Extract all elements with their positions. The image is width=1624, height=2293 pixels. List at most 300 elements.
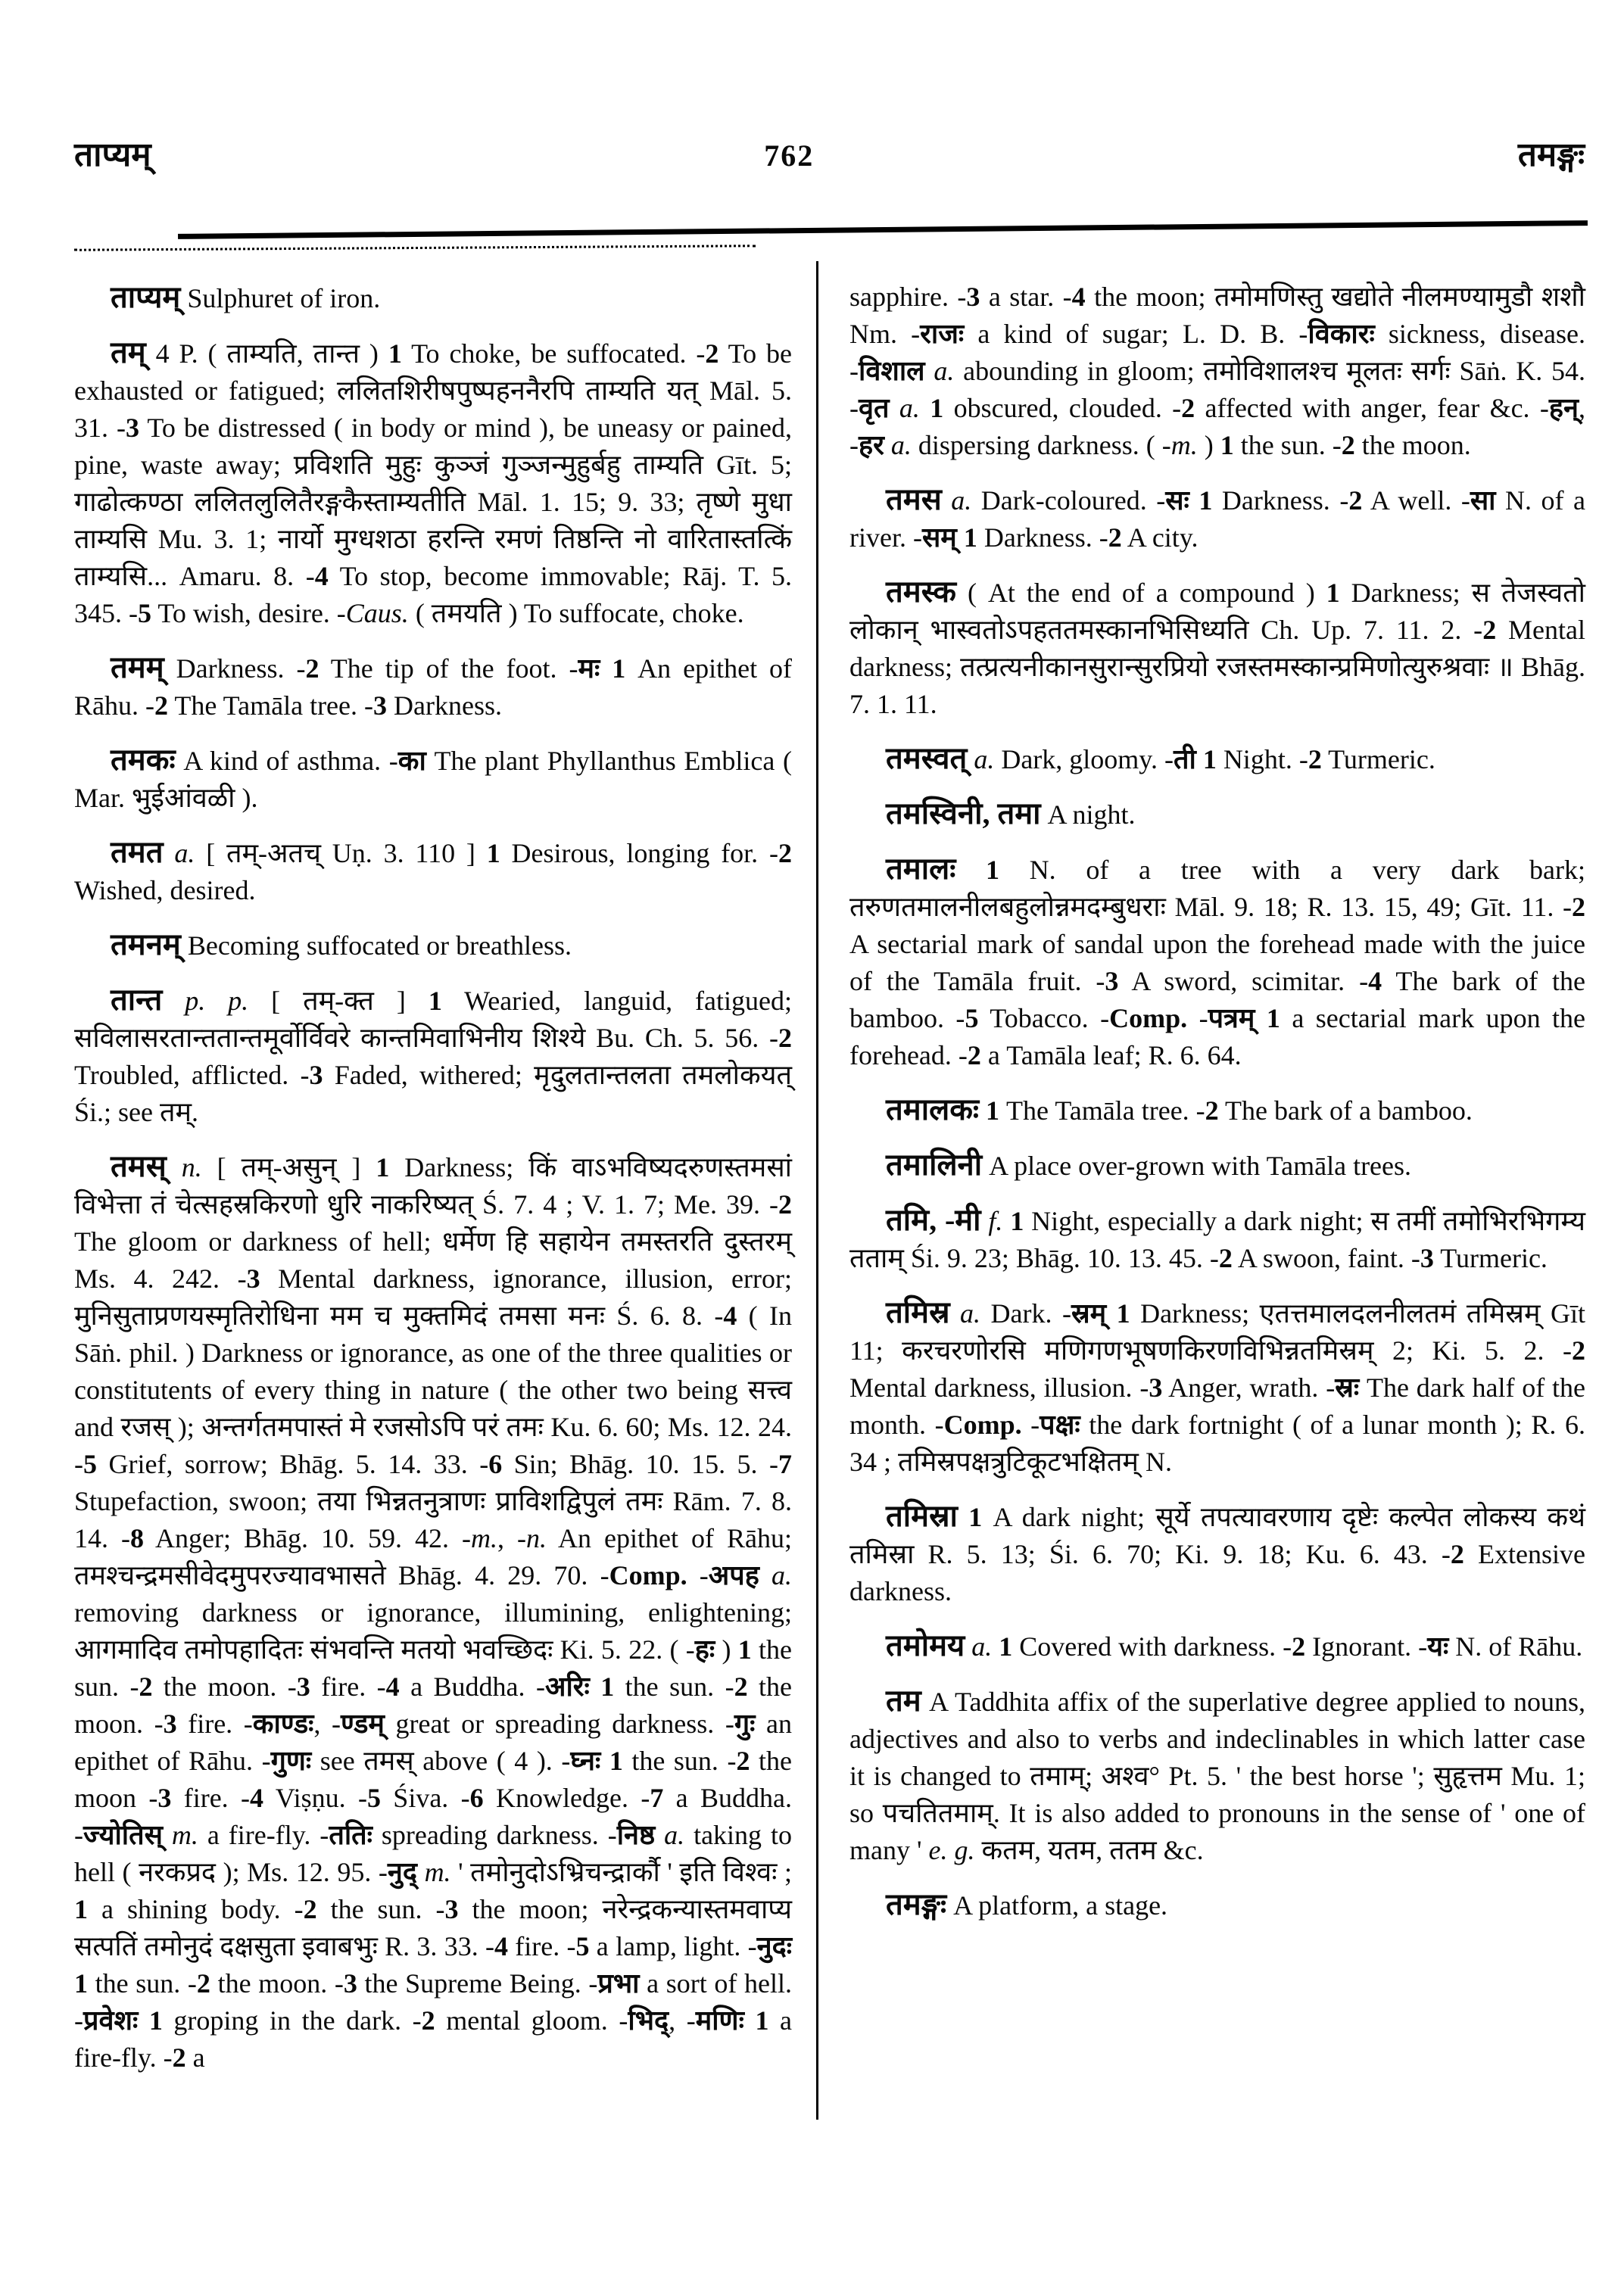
entry-bold-segment: 1	[963, 522, 977, 553]
entry-text-segment: A dark night; सूर्ये तपत्यावरणाय दृष्टेः कल्पेत लोकस्य कथं तमिस्रा R. 5. 13; Śi. 6. 70; Ki. 9. 18; Ku. 6. 43. -	[849, 1502, 1585, 1569]
entry-text-segment: a Tamāla leaf; R. 6. 64.	[980, 1040, 1242, 1070]
entry-bold-segment: 1	[930, 393, 944, 423]
entry-text-segment: , -	[313, 1709, 341, 1739]
entry-bold-segment: अरिः	[544, 1671, 590, 1702]
entry-italic-segment: m.	[1170, 430, 1198, 460]
entry-bold-segment: 5	[83, 1449, 97, 1479]
entry-text-segment: To choke, be suffocated. -	[401, 338, 706, 369]
entry-text-segment: )	[715, 1634, 738, 1665]
entry-headword: तमालः	[886, 852, 956, 886]
entry-text-segment	[965, 1631, 971, 1662]
entry-bold-segment: 3	[1420, 1243, 1434, 1273]
header-left-catchword: ताप्यम्	[74, 136, 151, 173]
dictionary-entry	[849, 1146, 1585, 1185]
entry-text-segment: A sectarial mark of sandal upon the forehead made with the juice of the Tamāla fruit. -	[849, 929, 1585, 996]
entry-headword: तमत	[111, 835, 164, 869]
entry-text-segment	[1002, 1206, 1010, 1236]
entry-text-segment: a lamp, light. -	[589, 1931, 757, 1961]
entry-text-segment: -	[1021, 1410, 1040, 1440]
entry-text-segment	[590, 1671, 600, 1702]
entry-bold-segment: 3	[1149, 1372, 1163, 1403]
entry-text-segment: the sun. -	[622, 1746, 737, 1776]
dictionary-entry	[849, 481, 1585, 556]
entry-text-segment: Wearied, languid, fatigued; सविलासरतान्ततान्तमूर्वोर्विवरे कान्तमिवाभिनीय शिश्ये Bu. Ch. 5. 56. -	[74, 986, 792, 1053]
entry-text-segment: a Buddha. -	[74, 1783, 793, 1850]
entry-headword: तम	[886, 1684, 921, 1718]
entry-italic-segment: e. g.	[928, 1835, 975, 1865]
entry-text-segment: Extensive darkness.	[849, 1539, 1585, 1606]
entry-text-segment: Knowledge. -	[483, 1783, 650, 1813]
entry-bold-segment: 1	[612, 653, 626, 684]
entry-text-segment	[600, 653, 612, 684]
entry-bold-segment: 3	[373, 690, 388, 721]
entry-text-segment: Viṣṇu. -	[263, 1783, 367, 1813]
entry-text-segment: A city.	[1121, 522, 1199, 553]
entry-bold-segment: 1	[388, 338, 402, 369]
entry-text-segment: the sun. -	[88, 1968, 197, 1999]
entry-bold-segment: 2	[1572, 892, 1585, 922]
entry-bold-segment: विकारः	[1308, 319, 1375, 349]
entry-italic-segment: n.	[526, 1523, 547, 1553]
entry-bold-segment: 1	[755, 2005, 769, 2036]
dictionary-entry	[849, 1886, 1585, 1924]
entry-text-segment	[1189, 485, 1199, 516]
entry-text-segment: Tobacco. -	[978, 1003, 1110, 1033]
dictionary-entry	[849, 1201, 1585, 1277]
entry-text-segment: the dark fortnight ( of a lunar month ); R. 6. 34 ; तमिस्रपक्षत्रुटिकूटभक्षितम् N.	[849, 1410, 1585, 1477]
column-divider	[816, 261, 818, 2120]
entry-headword: ताप्यम्	[111, 280, 181, 314]
dictionary-entry	[849, 740, 1585, 778]
entry-bold-segment: 2	[154, 690, 168, 721]
entry-text-segment	[992, 1631, 999, 1662]
entry-text-segment: The bark of a bamboo.	[1218, 1095, 1473, 1126]
entry-text-segment: taking to hell ( नरकप्रद ); Ms. 12. 95. -	[74, 1820, 792, 1887]
entry-text-segment: N. of a tree with a very dark bark; तरुणतमालनीलबहुलोन्नमदम्बुधराः Māl. 9. 18; R. 13. 15, 49; Gīt. 11. -	[849, 855, 1586, 922]
entry-text-segment: the sun. -	[614, 1671, 734, 1702]
entry-bold-segment: 2	[1572, 1335, 1585, 1366]
entry-text-segment: ( In Sāṅ. phil. ) Darkness or ignorance, as one of the three qualities or constitutents of every thing in nature ( the other two being सत्त्व and रजस् ); अन्तर्गतमपास्तं मे रजसोऽपि परं तमः Ku. 6. 60; Ms. 12. 24. -	[74, 1301, 792, 1479]
dictionary-entry	[74, 1148, 792, 2076]
entry-bold-segment: मणिः	[695, 2005, 744, 2036]
entry-bold-segment: 2	[1482, 615, 1497, 645]
entry-text-segment: 4 P. ( ताम्यति, तान्त )	[145, 338, 388, 369]
entry-bold-segment: 1	[600, 1671, 615, 1702]
entry-text-segment: the moon. -	[152, 1671, 297, 1702]
entry-text-segment	[167, 1152, 182, 1182]
entry-text-segment: A kind of asthma. -	[175, 746, 398, 776]
entry-text-segment: To stop, become immovable; Rāj. T. 5. 345. -	[74, 561, 793, 628]
entry-text-segment	[925, 356, 934, 386]
entry-bold-segment: 3	[296, 1671, 310, 1702]
entry-bold-segment: 1	[1202, 744, 1217, 774]
entry-bold-segment: 4	[494, 1931, 508, 1961]
entry-bold-segment: प्रवेशः	[83, 2005, 139, 2036]
entry-text-segment: Turmeric.	[1433, 1243, 1548, 1273]
entry-text-segment: a sort of hell. -	[74, 1968, 792, 2036]
entry-text-segment: Desirous, longing for. -	[500, 838, 778, 868]
entry-bold-segment: 1	[609, 1746, 623, 1776]
entry-text-segment: Anger, wrath. -	[1162, 1372, 1336, 1403]
entry-bold-segment: 4	[314, 561, 329, 591]
entry-italic-segment: a.	[664, 1820, 685, 1850]
entry-bold-segment: 3	[157, 1783, 172, 1813]
entry-headword: तमस्विनी, तमा	[886, 796, 1041, 830]
entry-italic-segment: a.	[960, 1298, 981, 1329]
entry-text-segment: The Tamāla tree. -	[167, 690, 374, 721]
entry-text-segment: A sword, scimitar. -	[1118, 966, 1369, 996]
entry-bold-segment: प्रभा	[597, 1968, 640, 1999]
entry-text-segment: -	[687, 1560, 709, 1590]
entry-text-segment: Faded, withered; मृदुलतान्तलता तमलोकयत् Śi.; see तम्.	[74, 1060, 793, 1127]
entry-bold-segment: 1	[1010, 1206, 1024, 1236]
entry-text-segment: Darkness. -	[164, 653, 306, 684]
entry-text-segment	[920, 393, 930, 423]
entry-text-segment: Wished, desired.	[74, 875, 256, 905]
entry-bold-segment: 1	[1116, 1298, 1130, 1329]
entry-bold-segment: 2	[736, 1746, 750, 1776]
entry-text-segment: [ तम्-क्त ]	[248, 986, 429, 1016]
entry-bold-segment: 1	[1266, 1003, 1280, 1033]
dictionary-entry	[849, 1294, 1585, 1481]
entry-bold-segment: यः	[1427, 1631, 1449, 1662]
entry-bold-segment: 1	[376, 1152, 390, 1182]
entry-text-segment: A well. -	[1362, 485, 1470, 516]
entry-text-segment: A night.	[1040, 799, 1136, 830]
entry-text-segment: fire. -	[508, 1931, 576, 1961]
entry-text-segment: a star. -	[980, 282, 1072, 312]
entry-text-segment	[884, 430, 891, 460]
entry-bold-segment: 2	[967, 1040, 981, 1070]
entry-headword: तमिस्रा	[886, 1499, 958, 1533]
entry-text-segment: Mental darkness, illusion. -	[849, 1372, 1149, 1403]
entry-bold-segment: 6	[469, 1783, 484, 1813]
entry-text-segment: , -	[669, 2005, 696, 2036]
entry-text-segment: dispersing darkness. ( -	[911, 430, 1171, 460]
entry-italic-segment: m.	[471, 1523, 497, 1553]
entry-text-segment	[981, 1206, 989, 1236]
entry-text-segment	[890, 393, 899, 423]
entry-text-segment: Darkness; एतत्तमालदलनीलतमं तमिस्रम् Gīt 11; करचरणोरसि मणिगणभूषणकिरणविभिन्नतमिस्रम् 2; Ki. 5. 2. -	[849, 1298, 1585, 1366]
header-right-catchword: तमङ्गः	[1517, 136, 1585, 173]
entry-headword: तमस्क	[886, 575, 956, 609]
entry-text-segment	[744, 2005, 756, 2036]
entry-text-segment: fire. -	[310, 1671, 386, 1702]
entry-text-segment: A swoon, faint. -	[1232, 1243, 1420, 1273]
entry-text-segment: The Tamāla tree. -	[999, 1095, 1205, 1126]
dictionary-entry	[74, 833, 792, 909]
entry-text-segment: an epithet of Rāhu. -	[74, 1709, 792, 1776]
entry-text-segment: To be distressed ( in body or mind ), be uneasy or pained, pine, waste away; प्रविशति मुहुः कुञ्जं गुञ्जन्मुहुर्बहु ताम्यति Gīt. 5; गाढोत्कण्ठा ललितलुलितैरङ्गकैस्ताम्यतीति Māl. 1. 15; 9. 33; तृष्णे मुधा ताम्यसि Mu. 3. 1; नार्यो मुग्धशठा हरन्ति रमणं तिष्ठन्ति नो वारितास्तत्किं ताम्यसि... Amaru. 8. -	[74, 413, 792, 591]
entry-text-segment: ( At the end of a compound )	[956, 578, 1326, 608]
entry-text-segment	[1196, 744, 1203, 774]
entry-bold-segment: 3	[1105, 966, 1119, 996]
entry-text-segment: abounding in gloom; तमोविशालश्च मूलतः सर्गः Sāṅ. K. 54. -	[849, 356, 1585, 423]
page-number: 762	[764, 139, 815, 173]
entry-text-segment: Grief, sorrow; Bhāg. 5. 14. 33. -	[97, 1449, 489, 1479]
entry-bold-segment: 1	[1199, 485, 1213, 516]
entry-text-segment: the sun. -	[316, 1894, 445, 1924]
entry-text-segment: Turmeric.	[1321, 744, 1435, 774]
entry-bold-segment: 2	[172, 2042, 186, 2073]
entry-headword: तमस्	[111, 1149, 167, 1183]
entry-text-segment: Śiva. -	[380, 1783, 470, 1813]
entry-text-segment: Sulphuret of iron.	[180, 283, 381, 313]
entry-bold-segment: निष्ठ	[616, 1820, 656, 1850]
entry-bold-segment: हः	[694, 1634, 715, 1665]
entry-text-segment: mental gloom. -	[435, 2005, 628, 2036]
entry-text-segment	[138, 2005, 149, 2036]
entry-italic-segment: Caus.	[345, 598, 409, 628]
entry-bold-segment: 2	[1450, 1539, 1464, 1569]
entry-text-segment: [ तम्-अतच् Uṇ. 3. 110 ]	[195, 838, 487, 868]
entry-italic-segment: a.	[971, 1631, 993, 1662]
entry-italic-segment: a.	[934, 356, 955, 386]
entry-text-segment: -	[1187, 1003, 1208, 1033]
entry-text-segment: )	[1197, 430, 1220, 460]
header-rule-dotted	[74, 245, 756, 251]
entry-bold-segment: अपह	[708, 1560, 759, 1590]
dictionary-entry	[849, 279, 1585, 464]
entry-bold-segment: 4	[1071, 282, 1086, 312]
entry-text-segment: Dark. -	[980, 1298, 1071, 1329]
entry-text-segment: Darkness; स तेजस्वतो लोकान् भास्वतोऽपहततमस्कानभिसिध्यति Ch. Up. 7. 11. 2. -	[849, 578, 1585, 645]
entry-text-segment: An epithet of Rāhu. -	[74, 653, 793, 721]
entry-bold-segment: 1	[986, 1095, 999, 1126]
header-rule	[178, 220, 1588, 239]
entry-text-segment: , -	[497, 1523, 526, 1553]
entry-italic-segment: a.	[890, 430, 912, 460]
entry-text-segment: Mental darkness, ignorance, illusion, error; मुनिसुताप्रणयस्मृतिरोधिना मम च मुक्तमिदं तमसा मनः Ś. 6. 8. -	[74, 1263, 792, 1331]
entry-bold-segment: हन्	[1548, 393, 1579, 423]
entry-bold-segment: 2	[1348, 485, 1363, 516]
entry-bold-segment: वृत	[859, 393, 890, 423]
column-left	[74, 279, 792, 2093]
entry-text-segment: N. of a river. -	[849, 485, 1586, 553]
entry-text-segment: Dark-coloured. -	[971, 485, 1166, 516]
entry-text-segment: An epithet of Rāhu; तमश्चन्द्रमसीवेदमुपरज्यावभासते Bhāg. 4. 29. 70. -	[74, 1523, 792, 1590]
entry-italic-segment: m.	[171, 1820, 198, 1850]
entry-bold-segment: सः	[1165, 485, 1189, 516]
entry-bold-segment: 1	[999, 1631, 1013, 1662]
entry-italic-segment: p. p.	[185, 986, 249, 1016]
entry-bold-segment: 2	[778, 1023, 792, 1053]
entry-bold-segment: सा	[1470, 485, 1496, 516]
entry-bold-segment: 1	[968, 1502, 983, 1532]
entry-headword: तमालकः	[886, 1092, 979, 1126]
entry-text-segment	[1106, 1298, 1116, 1329]
entry-text-segment: a fire-fly. -	[74, 2005, 792, 2073]
entry-bold-segment: 2	[734, 1671, 748, 1702]
entry-bold-segment: 2	[1218, 1243, 1233, 1273]
entry-italic-segment: a.	[951, 485, 972, 516]
entry-headword: तम्	[111, 335, 146, 369]
entry-bold-segment: गुणः	[270, 1746, 312, 1776]
entry-text-segment: a kind of sugar; L. D. B. -	[964, 319, 1308, 349]
entry-bold-segment: 5	[366, 1783, 381, 1813]
entry-bold-segment: घ्नः	[570, 1746, 601, 1776]
entry-bold-segment: ततिः	[329, 1820, 372, 1850]
entry-text-segment: the moon.	[1354, 430, 1471, 460]
entry-text-segment	[942, 485, 952, 516]
entry-text-segment: To wish, desire. -	[151, 598, 346, 628]
entry-text-segment: the sun. -	[74, 1634, 792, 1702]
entry-bold-segment: 1	[985, 855, 999, 885]
entry-bold-segment: 7	[778, 1449, 792, 1479]
entry-text-segment: A place over-grown with Tamāla trees.	[982, 1151, 1412, 1181]
entry-italic-segment: a.	[899, 393, 920, 423]
dictionary-entry	[74, 334, 792, 632]
entry-bold-segment: 5	[575, 1931, 590, 1961]
entry-text-segment: Becoming suffocated or breathless.	[180, 930, 572, 961]
dictionary-entry	[849, 1091, 1585, 1129]
entry-bold-segment: भिद्	[628, 2005, 669, 2036]
entry-text-segment: great or spreading darkness. -	[384, 1709, 734, 1739]
entry-text-segment: the sun. -	[1233, 430, 1342, 460]
entry-text-segment	[958, 1502, 968, 1532]
entry-bold-segment: विशाल	[859, 356, 925, 386]
entry-bold-segment: 2	[1292, 1631, 1306, 1662]
column-right	[849, 279, 1585, 1941]
entry-bold-segment: 1	[148, 2005, 163, 2036]
entry-bold-segment: 1	[1326, 578, 1340, 608]
entry-bold-segment: राजः	[920, 319, 965, 349]
entry-headword: तमम्	[111, 650, 164, 684]
entry-bold-segment: 2	[421, 2005, 435, 2036]
entry-text-segment: Anger; Bhāg. 10. 59. 42. -	[144, 1523, 471, 1553]
entry-bold-segment: स्रम्	[1071, 1298, 1107, 1329]
entry-text-segment	[979, 1095, 986, 1126]
entry-text-segment	[950, 1298, 960, 1329]
entry-bold-segment: 2	[196, 1968, 210, 1999]
entry-bold-segment: 3	[163, 1709, 177, 1739]
entry-headword: तमालिनी	[886, 1148, 983, 1182]
entry-bold-segment: ती	[1173, 744, 1196, 774]
entry-text-segment: A platform, a stage.	[946, 1890, 1168, 1921]
entry-text-segment: Night. -	[1216, 744, 1308, 774]
entry-bold-segment: ण्डम्	[341, 1709, 385, 1739]
entry-bold-segment: 2	[303, 1894, 317, 1924]
entry-text-segment: a fire-fly. -	[198, 1820, 329, 1850]
entry-text-segment: a	[185, 2042, 205, 2073]
entry-bold-segment: 1	[1220, 430, 1234, 460]
entry-text-segment	[957, 522, 964, 553]
entry-bold-segment: हर	[859, 430, 884, 460]
entry-text-segment	[417, 1857, 425, 1887]
dictionary-entry	[849, 795, 1585, 833]
entry-bold-segment: 3	[966, 282, 980, 312]
entry-italic-segment: f.	[988, 1206, 1003, 1236]
entry-headword: तमि, -मी	[886, 1203, 981, 1237]
entry-text-segment: affected with anger, fear &c. -	[1195, 393, 1549, 423]
entry-text-segment: the moon -	[74, 1746, 793, 1813]
entry-text-segment: The tip of the foot. -	[319, 653, 578, 684]
entry-italic-segment: a.	[974, 744, 995, 774]
entry-text-segment: fire. -	[171, 1783, 251, 1813]
entry-text-segment	[1255, 1003, 1266, 1033]
entry-italic-segment: m.	[424, 1857, 451, 1887]
entry-text-segment: The bark of the bamboo. -	[849, 966, 1585, 1033]
entry-text-segment: groping in the dark. -	[162, 2005, 422, 2036]
entry-text-segment: Darkness; किं वाऽभविष्यदरुणस्तमसां विभेत्ता तं चेत्सहस्रकिरणो धुरि नाकरिष्यत् Ś. 7. 4 ; V. 1. 7; Me. 39. -	[74, 1152, 792, 1220]
entry-headword: तमिस्र	[886, 1295, 950, 1329]
entry-text-segment: Covered with darkness. -	[1012, 1631, 1292, 1662]
entry-text-segment: The gloom or darkness of hell; धर्मेण हि सहायेन तमस्तरति दुस्तरम् Ms. 4. 242. -	[74, 1226, 792, 1294]
entry-headword: तान्त	[111, 983, 163, 1017]
entry-text-segment: [ तम्-असुन् ]	[201, 1152, 376, 1182]
entry-text-segment: a shining body. -	[88, 1894, 304, 1924]
entry-bold-segment: 2	[305, 653, 320, 684]
entry-bold-segment: नुदः	[756, 1931, 792, 1961]
entry-text-segment: obscured, clouded. -	[943, 393, 1182, 423]
entry-text-segment	[163, 1820, 172, 1850]
dictionary-entry	[74, 279, 792, 317]
entry-bold-segment: का	[397, 746, 426, 776]
entry-bold-segment: 2	[778, 838, 792, 868]
entry-bold-segment: पत्रम्	[1208, 1003, 1255, 1033]
entry-text-segment: Darkness.	[387, 690, 502, 721]
entry-text-segment: sapphire. -	[849, 282, 967, 312]
entry-bold-segment: 4	[1368, 966, 1382, 996]
entry-text-segment: ' तमोनुदोऽभ्रिचन्द्रार्कौ ' इति विश्वः ;	[450, 1857, 793, 1887]
page-header	[74, 130, 1585, 176]
entry-bold-segment: 3	[126, 413, 140, 443]
entry-bold-segment: 1	[486, 838, 500, 868]
entry-bold-segment: 8	[130, 1523, 144, 1553]
entry-text-segment: , -	[849, 393, 1585, 460]
entry-bold-segment: 1	[428, 986, 442, 1016]
entry-text-segment: To be exhausted or fatigued; ललितशिरीषपुष्पहननैरपि ताम्यति यत् Māl. 5. 31. -	[74, 338, 792, 443]
entry-text-segment	[600, 1746, 609, 1776]
entry-headword: तमोमय	[886, 1628, 965, 1662]
entry-bold-segment: मः	[578, 653, 600, 684]
entry-text-segment: the Supreme Being. -	[357, 1968, 598, 1999]
entry-bold-segment: 6	[488, 1449, 503, 1479]
entry-text-segment	[967, 744, 974, 774]
entry-text-segment: ( तमयति ) To suffocate, choke.	[408, 598, 744, 628]
entry-bold-segment: Comp.	[609, 1560, 687, 1590]
entry-bold-segment: 2	[1205, 1095, 1219, 1126]
entry-bold-segment: नुद्	[387, 1857, 417, 1887]
entry-text-segment: N. of Rāhu.	[1448, 1631, 1583, 1662]
entry-text-segment: The dark half of the month. -	[849, 1372, 1586, 1440]
entry-text-segment: the moon; नरेन्द्रकन्यास्तमवाप्य सत्पतिं तमोनुदं दक्षसुता इवाबभुः R. 3. 33. -	[74, 1894, 792, 1961]
entry-text-segment	[955, 855, 986, 885]
entry-bold-segment: 3	[246, 1263, 260, 1294]
entry-text-segment: Darkness. -	[1212, 485, 1349, 516]
entry-text-segment: removing darkness or ignorance, illumining, enlightening; आगमादिव तमोपहादितः संभवन्ति मतयो भवच्छिदः Ki. 5. 22. ( -	[74, 1597, 792, 1665]
entry-text-segment	[162, 986, 185, 1016]
entry-text-segment	[655, 1820, 664, 1850]
entry-bold-segment: 4	[723, 1301, 737, 1331]
entry-headword: तमस्वत्	[886, 741, 968, 775]
entry-headword: तमकः	[111, 743, 176, 777]
entry-text-segment: Troubled, afflicted. -	[74, 1060, 310, 1090]
entry-text-segment: Sin; Bhāg. 10. 15. 5. -	[502, 1449, 778, 1479]
entry-italic-segment: n.	[181, 1152, 202, 1182]
entry-text-segment: spreading darkness. -	[372, 1820, 617, 1850]
entry-bold-segment: 2	[1341, 430, 1355, 460]
entry-bold-segment: गुः	[734, 1709, 756, 1739]
entry-bold-segment: पक्षः	[1040, 1410, 1080, 1440]
entry-bold-segment: 3	[444, 1894, 459, 1924]
dictionary-entry	[74, 741, 792, 817]
entry-text-segment: Darkness. -	[977, 522, 1108, 553]
entry-bold-segment: 2	[1181, 393, 1195, 423]
dictionary-entry	[849, 573, 1585, 723]
entry-text-segment: Stupefaction, swoon; तया भिन्नतनुत्राणः प्राविशद्विपुलं तमः Rām. 7. 8. 14. -	[74, 1486, 792, 1553]
entry-text-segment: the moon. -	[74, 1671, 792, 1739]
